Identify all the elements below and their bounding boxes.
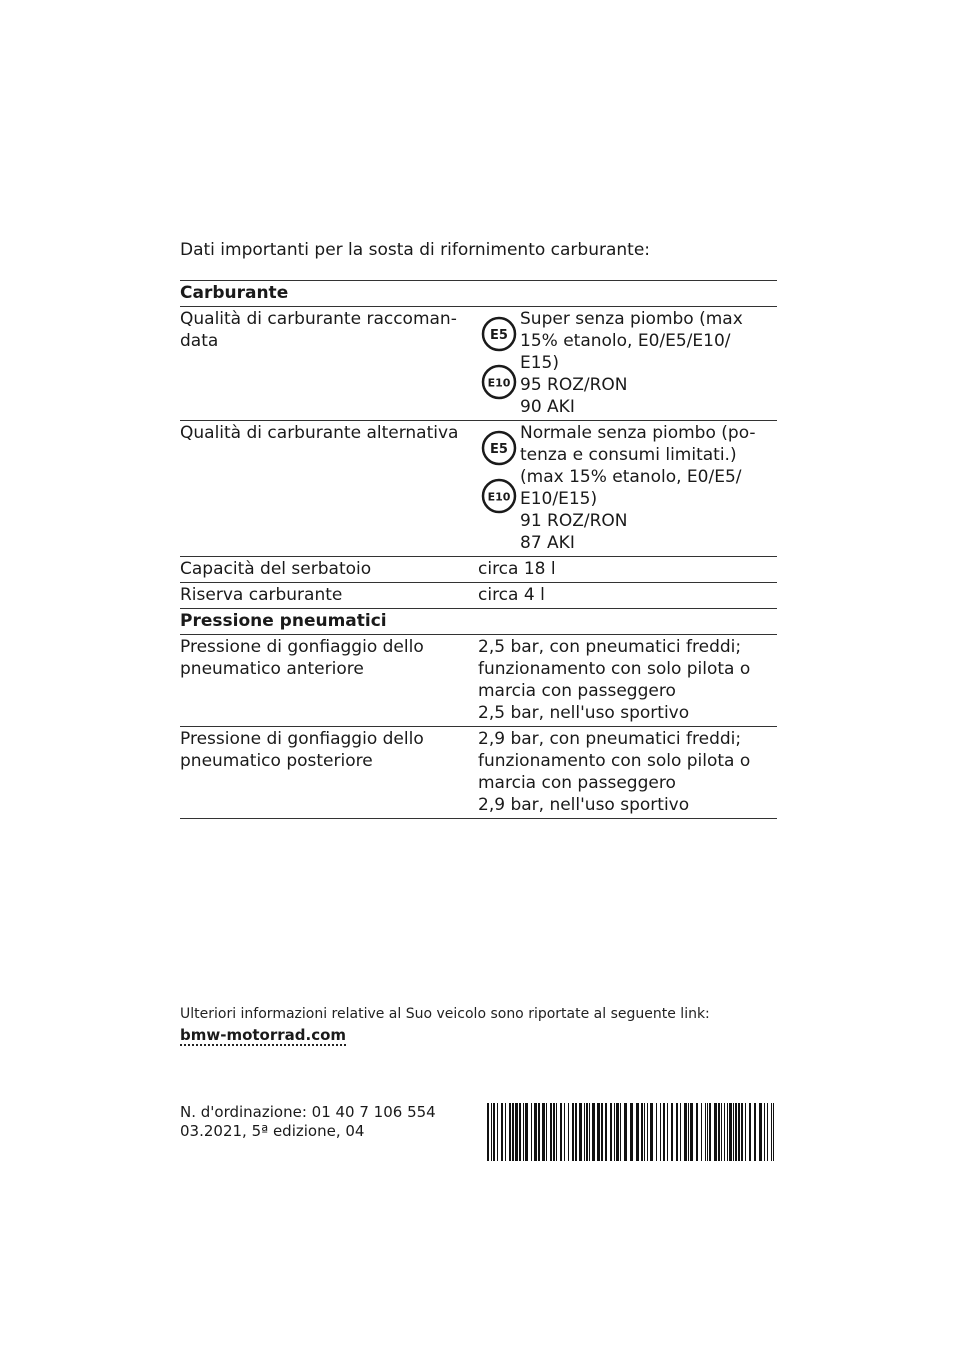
barcode-bar <box>701 1103 702 1161</box>
barcode-bar <box>676 1103 678 1161</box>
section-title: Pressione pneumatici <box>180 611 387 631</box>
barcode-bar <box>660 1103 661 1161</box>
row-label: Pressione di gonfiaggio dello pneumatico posteriore <box>180 729 424 771</box>
barcode-bar <box>546 1103 547 1161</box>
barcode-bar <box>586 1103 588 1161</box>
order-info <box>180 1103 436 1141</box>
svg-text:E5: E5 <box>490 328 508 343</box>
svg-text:E5: E5 <box>490 442 508 457</box>
barcode-bar <box>773 1103 774 1161</box>
barcode-bar <box>542 1103 545 1161</box>
barcode-bar <box>512 1103 514 1161</box>
barcode-bar <box>771 1103 772 1161</box>
barcode-bar <box>568 1103 569 1161</box>
barcode-bar <box>733 1103 734 1161</box>
barcode-bar <box>745 1103 746 1161</box>
barcode-bar <box>738 1103 740 1161</box>
website-link[interactable]: bmw-motorrad.com <box>180 1026 347 1044</box>
table-row-fuel-reserve <box>180 583 777 609</box>
row-label: Qualità di carburante alternativa <box>180 423 459 443</box>
row-label: Pressione di gonfiaggio dello pneumatico anteriore <box>180 637 424 679</box>
barcode-bar <box>592 1103 595 1161</box>
barcode-bar <box>525 1103 528 1161</box>
barcode-bar <box>684 1103 687 1161</box>
barcode-bar <box>505 1103 506 1161</box>
barcode-bar <box>515 1103 518 1161</box>
barcode-bar <box>741 1103 743 1161</box>
barcode-bar <box>727 1103 728 1161</box>
edition-info: 03.2021, 5ª edizione, 04 <box>180 1122 365 1140</box>
svg-text:E10: E10 <box>487 490 511 504</box>
barcode-bar <box>538 1103 540 1161</box>
more-info-text: Ulteriori informazioni relative al Suo veicolo sono riportate al seguente link: <box>180 1006 710 1022</box>
e10-fuel-icon <box>481 478 517 514</box>
barcode-bar <box>759 1103 762 1161</box>
barcode-bar <box>650 1103 653 1161</box>
barcode-icon <box>487 1103 777 1161</box>
row-value: circa 18 l <box>478 559 556 579</box>
row-label: Riserva carburante <box>180 585 343 605</box>
barcode-bar <box>735 1103 737 1161</box>
barcode-bar <box>491 1103 492 1161</box>
barcode-bar <box>690 1103 693 1161</box>
table-row-rear-tyre-pressure <box>180 727 777 819</box>
barcode-bar <box>705 1103 706 1161</box>
barcode-bar <box>501 1103 503 1161</box>
section-header-fuel <box>180 281 777 307</box>
barcode-bar <box>764 1103 765 1161</box>
section-header-tyres <box>180 609 777 635</box>
barcode-bar <box>616 1103 619 1161</box>
barcode-bar <box>584 1103 585 1161</box>
alternative-fuel-value: Normale senza piombo (po- tenza e consumi limitati.) (max 15% etanolo, E0/E5/ E10/E15) 91 ROZ/RON 87 AKI <box>520 423 756 553</box>
barcode-bar <box>630 1103 633 1161</box>
barcode-bar <box>709 1103 711 1161</box>
barcode-bar <box>523 1103 524 1161</box>
e5-fuel-icon <box>481 430 517 466</box>
barcode-bar <box>724 1103 725 1161</box>
barcode-bar <box>718 1103 720 1161</box>
fuel-data-table <box>180 280 777 819</box>
barcode-bar <box>575 1103 577 1161</box>
row-label: Capacità del serbatoio <box>180 559 372 579</box>
barcode-bar <box>572 1103 574 1161</box>
e10-fuel-icon <box>481 364 517 400</box>
table-row-recommended-fuel <box>180 307 777 421</box>
barcode-bar <box>696 1103 698 1161</box>
barcode-bar <box>564 1103 565 1161</box>
barcode-bar <box>597 1103 600 1161</box>
e5-fuel-icon <box>481 316 517 352</box>
barcode-bar <box>493 1103 495 1161</box>
barcode-bar <box>656 1103 657 1161</box>
barcode-bar <box>487 1103 489 1161</box>
fuel-icons <box>478 308 520 418</box>
row-value: 2,5 bar, con pneumatici freddi; funzionamento con solo pilota o marcia con passeggero 2,5 bar, nell'uso sportivo <box>478 637 751 723</box>
barcode-bar <box>663 1103 665 1161</box>
barcode-bar <box>721 1103 722 1161</box>
barcode-bar <box>624 1103 627 1161</box>
svg-text:E10: E10 <box>487 376 511 390</box>
barcode-bar <box>553 1103 555 1161</box>
barcode-bar <box>614 1103 615 1161</box>
barcode-bar <box>644 1103 645 1161</box>
section-title: Carburante <box>180 283 289 303</box>
table-row-tank-capacity <box>180 557 777 583</box>
barcode-bar <box>714 1103 717 1161</box>
barcode-bar <box>534 1103 537 1161</box>
fuel-icons <box>478 422 520 554</box>
barcode-bar <box>556 1103 557 1161</box>
barcode-bar <box>641 1103 643 1161</box>
row-value: circa 4 l <box>478 585 545 605</box>
barcode-bar <box>729 1103 732 1161</box>
barcode-bar <box>605 1103 607 1161</box>
barcode-bar <box>707 1103 708 1161</box>
table-row-alternative-fuel <box>180 421 777 557</box>
barcode-bar <box>620 1103 621 1161</box>
barcode-bar <box>531 1103 532 1161</box>
barcode-bar <box>667 1103 668 1161</box>
barcode-bar <box>509 1103 511 1161</box>
row-label: Qualità di carburante raccoman- data <box>180 309 457 351</box>
barcode-bar <box>560 1103 562 1161</box>
barcode-bar <box>680 1103 681 1161</box>
barcode-bar <box>754 1103 756 1161</box>
barcode-bar <box>671 1103 673 1161</box>
table-row-front-tyre-pressure <box>180 635 777 727</box>
barcode-bar <box>767 1103 768 1161</box>
recommended-fuel-value: Super senza piombo (max 15% etanolo, E0/E5/E10/ E15) 95 ROZ/RON 90 AKI <box>520 309 743 417</box>
barcode-bar <box>519 1103 521 1161</box>
barcode-bar <box>610 1103 612 1161</box>
barcode-bar <box>579 1103 582 1161</box>
row-value: 2,9 bar, con pneumatici freddi; funzionamento con solo pilota o marcia con passeggero 2,9 bar, nell'uso sportivo <box>478 729 751 815</box>
barcode-bar <box>647 1103 648 1161</box>
barcode-bar <box>550 1103 552 1161</box>
order-number: N. d'ordinazione: 01 40 7 106 554 <box>180 1103 436 1121</box>
barcode-bar <box>636 1103 639 1161</box>
intro-text: Dati importanti per la sosta di rifornimento carburante: <box>180 240 651 260</box>
barcode-bar <box>589 1103 590 1161</box>
barcode-bar <box>497 1103 498 1161</box>
barcode-bar <box>749 1103 751 1161</box>
barcode-bar <box>601 1103 603 1161</box>
barcode-bar <box>688 1103 689 1161</box>
